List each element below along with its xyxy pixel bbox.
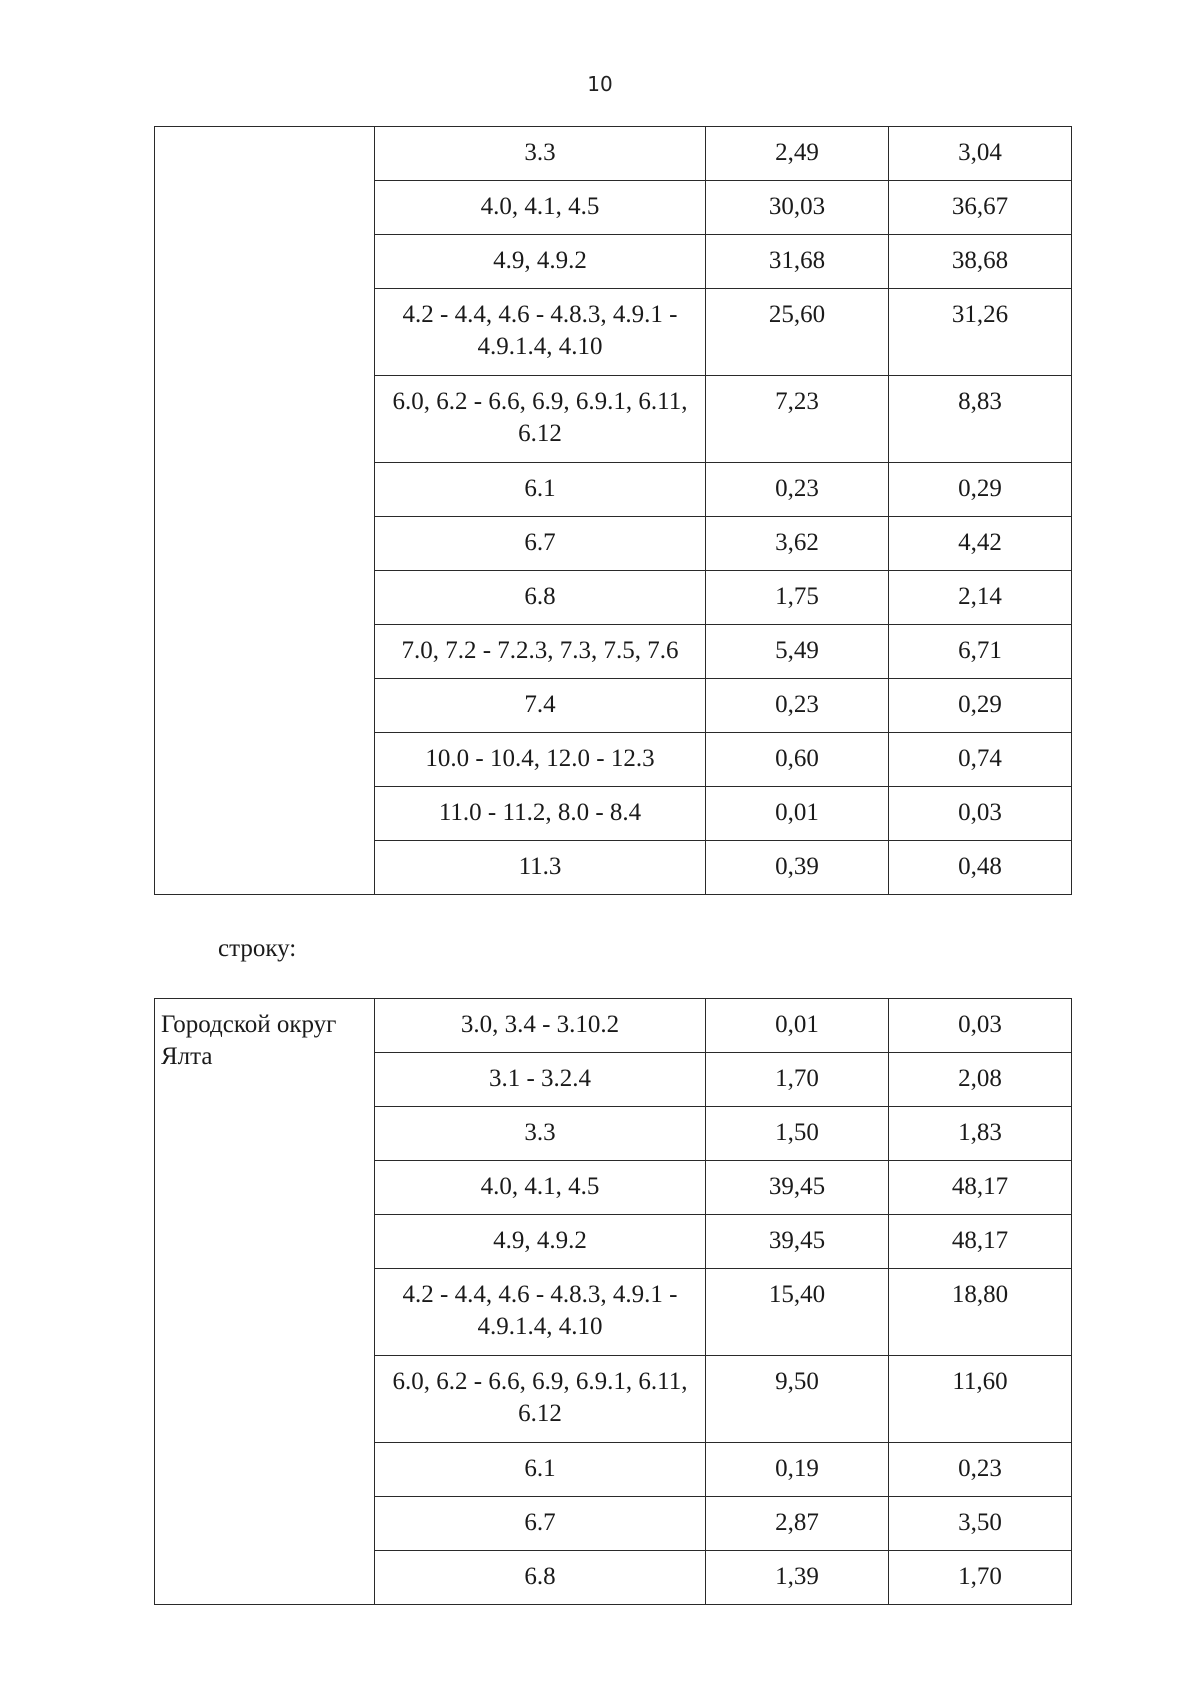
codes-cell: 4.9, 4.9.2 <box>375 235 706 289</box>
value-1-cell: 0,23 <box>706 679 889 733</box>
value-2-cell: 2,14 <box>889 571 1072 625</box>
value-2-cell: 1,83 <box>889 1107 1072 1161</box>
value-2-cell: 2,08 <box>889 1053 1072 1107</box>
codes-cell: 4.2 - 4.4, 4.6 - 4.8.3, 4.9.1 - 4.9.1.4, 4.10 <box>375 1269 706 1356</box>
value-2-cell: 0,74 <box>889 733 1072 787</box>
codes-cell: 6.7 <box>375 1497 706 1551</box>
value-2-cell: 0,03 <box>889 999 1072 1053</box>
codes-cell: 6.8 <box>375 571 706 625</box>
codes-cell: 7.0, 7.2 - 7.2.3, 7.3, 7.5, 7.6 <box>375 625 706 679</box>
value-2-cell: 0,23 <box>889 1443 1072 1497</box>
value-2-cell: 4,42 <box>889 517 1072 571</box>
value-1-cell: 39,45 <box>706 1161 889 1215</box>
value-1-cell: 0,23 <box>706 463 889 517</box>
codes-cell: 11.0 - 11.2, 8.0 - 8.4 <box>375 787 706 841</box>
codes-cell: 4.9, 4.9.2 <box>375 1215 706 1269</box>
value-2-cell: 48,17 <box>889 1161 1072 1215</box>
codes-cell: 3.1 - 3.2.4 <box>375 1053 706 1107</box>
value-1-cell: 0,60 <box>706 733 889 787</box>
value-1-cell: 2,49 <box>706 127 889 181</box>
value-1-cell: 1,39 <box>706 1551 889 1605</box>
district-cell <box>155 127 375 895</box>
codes-cell: 6.1 <box>375 463 706 517</box>
value-2-cell: 48,17 <box>889 1215 1072 1269</box>
codes-cell: 11.3 <box>375 841 706 895</box>
value-1-cell: 0,01 <box>706 999 889 1053</box>
value-1-cell: 0,19 <box>706 1443 889 1497</box>
codes-cell: 10.0 - 10.4, 12.0 - 12.3 <box>375 733 706 787</box>
value-2-cell: 8,83 <box>889 376 1072 463</box>
codes-cell: 6.7 <box>375 517 706 571</box>
codes-cell: 4.2 - 4.4, 4.6 - 4.8.3, 4.9.1 - 4.9.1.4, 4.10 <box>375 289 706 376</box>
value-2-cell: 1,70 <box>889 1551 1072 1605</box>
line-label: строку: <box>218 935 297 962</box>
value-1-cell: 7,23 <box>706 376 889 463</box>
value-1-cell: 5,49 <box>706 625 889 679</box>
value-2-cell: 38,68 <box>889 235 1072 289</box>
codes-cell: 6.8 <box>375 1551 706 1605</box>
codes-cell: 4.0, 4.1, 4.5 <box>375 181 706 235</box>
value-1-cell: 39,45 <box>706 1215 889 1269</box>
value-1-cell: 0,39 <box>706 841 889 895</box>
value-2-cell: 36,67 <box>889 181 1072 235</box>
table-row <box>155 127 1072 181</box>
district-cell: Городской округ Ялта <box>155 999 375 1605</box>
value-1-cell: 9,50 <box>706 1356 889 1443</box>
value-1-cell: 1,75 <box>706 571 889 625</box>
value-1-cell: 15,40 <box>706 1269 889 1356</box>
value-1-cell: 2,87 <box>706 1497 889 1551</box>
codes-cell: 6.0, 6.2 - 6.6, 6.9, 6.9.1, 6.11, 6.12 <box>375 376 706 463</box>
rates-table-continued <box>154 126 1072 895</box>
value-1-cell: 30,03 <box>706 181 889 235</box>
value-1-cell: 31,68 <box>706 235 889 289</box>
page-number: 10 <box>587 72 613 96</box>
codes-cell: 7.4 <box>375 679 706 733</box>
codes-cell: 3.3 <box>375 127 706 181</box>
codes-cell: 6.1 <box>375 1443 706 1497</box>
table-row <box>155 999 1072 1053</box>
value-2-cell: 0,48 <box>889 841 1072 895</box>
value-2-cell: 6,71 <box>889 625 1072 679</box>
value-2-cell: 0,29 <box>889 679 1072 733</box>
value-2-cell: 3,50 <box>889 1497 1072 1551</box>
value-1-cell: 3,62 <box>706 517 889 571</box>
codes-cell: 3.3 <box>375 1107 706 1161</box>
codes-cell: 3.0, 3.4 - 3.10.2 <box>375 999 706 1053</box>
value-1-cell: 1,70 <box>706 1053 889 1107</box>
value-1-cell: 0,01 <box>706 787 889 841</box>
rates-table-yalta <box>154 998 1072 1605</box>
codes-cell: 6.0, 6.2 - 6.6, 6.9, 6.9.1, 6.11, 6.12 <box>375 1356 706 1443</box>
value-2-cell: 11,60 <box>889 1356 1072 1443</box>
value-2-cell: 0,29 <box>889 463 1072 517</box>
value-2-cell: 31,26 <box>889 289 1072 376</box>
codes-cell: 4.0, 4.1, 4.5 <box>375 1161 706 1215</box>
value-2-cell: 18,80 <box>889 1269 1072 1356</box>
value-2-cell: 3,04 <box>889 127 1072 181</box>
value-1-cell: 25,60 <box>706 289 889 376</box>
value-2-cell: 0,03 <box>889 787 1072 841</box>
value-1-cell: 1,50 <box>706 1107 889 1161</box>
